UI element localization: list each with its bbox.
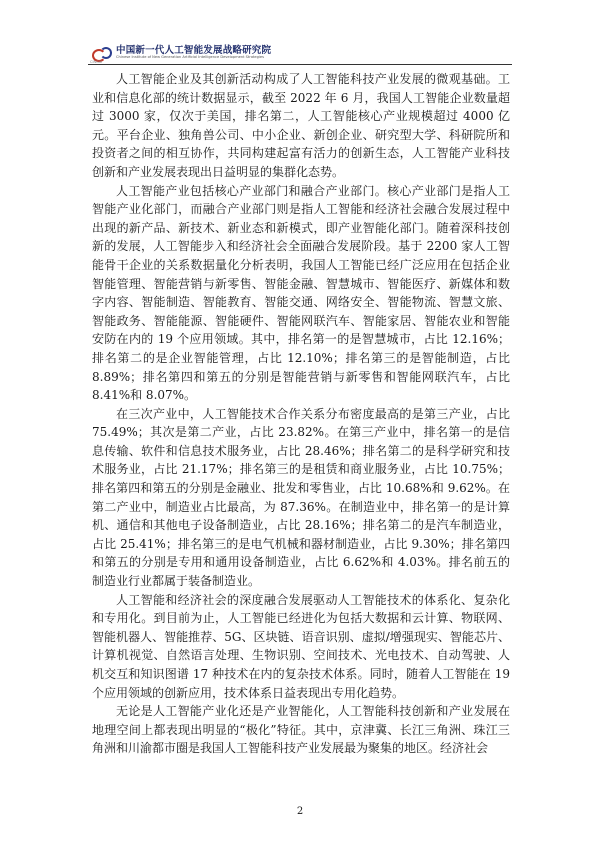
page-number: 2 [296, 806, 304, 817]
paragraph-2: 人工智能产业包括核心产业部门和融合产业部门。核心产业部门是指人工智能产业化部门，而融合产业部门则是指人工智能和经济社会融合发展过程中出现的新产品、新技术、新业态和新模式，即产业智能化部门。随着深科技创新的发展，人工智能步入和经济社会全面融合发展阶段。基于 2200 家人工智能骨干企业的关系数据量化分析表明，我国人工智能已经广泛应用在包括企业智能管理、智能营销与新零售、智能金融、智慧城市、智能医疗、新媒体和数字内容、智能制造、智能教育、智能交通、网络安全、智能物流、智慧文旅、智能政务、智能能源、智能硬件、智能网联汽车、智能家居、智能农业和智能安防在内的 19 个应用领域。其中，排名第一的是智慧城市，占比 12.16%；排名第二的是企业智能管理，占比 12.10%；排名第三的是智能制造，占比 8.89%；排名第四和第五的分别是智能营销与新零售和智能网联汽车，占比 8.41%和 8.07%。 [92, 183, 510, 403]
header-org-name: 中国新一代人工智能发展战略研究院 [116, 44, 272, 56]
header-divider [88, 64, 512, 65]
paragraph-5: 无论是人工智能产业化还是产业智能化，人工智能科技创新和产业发展在地理空间上都表现出明显的“极化”特征。其中，京津冀、长江三角洲、珠江三角洲和川渝都市圈是我国人工智能科技产业发展最为聚集的地区。经济社会 [92, 704, 510, 756]
header-org-name-en: Chinese Institute of New Generation Artificial Intelligence Development Strategies [116, 55, 265, 60]
page-header [92, 44, 271, 62]
paragraph-3: 在三次产业中，人工智能技术合作关系分布密度最高的是第三产业，占比 75.49%；其次是第二产业，占比 23.82%。在第三产业中，排名第一的是信息传输、软件和信息技术服务业，占比 28.46%；排名第二的是科学研究和技术服务业，占比 21.17%；排名第三的是租赁和商业服务业，占比 10.75%；排名第四和第五的分别是金融业、批发和零售业，占比 10.68%和 9.62%。在第二产业中，制造业占比最高，为 87.36%。在制造业中，排名第一的是计算机、通信和其他电子设备制造业，占比 28.16%；排名第二的是汽车制造业，占比 25.41%；排名第三的是电气机械和器材制造业，占比 9.30%；排名第四和第五的分别是专用和通用设备制造业，占比 6.62%和 4.03%。排名前五的制造业行业都属于装备制造业。 [92, 406, 510, 589]
logo-text: CINGAI [90, 60, 103, 64]
header-org-block [116, 46, 271, 60]
body-text [92, 70, 510, 758]
paragraph-1: 人工智能企业及其创新活动构成了人工智能科技产业发展的微观基础。工业和信息化部的统计数据显示，截至 2022 年 6 月，我国人工智能企业数量超过 3000 家，仅次于美国，排名第二，人工智能核心产业规模超过 4000 亿元。平台企业、独角兽公司、中小企业、新创企业、研究型大学、科研院所和投资者之间的相互协作，共同构建起富有活力的创新生态，人工智能产业科技创新和产业发展表现出日益明显的集群化态势。 [92, 72, 510, 179]
institute-logo-icon [92, 45, 112, 61]
paragraph-4: 人工智能和经济社会的深度融合发展驱动人工智能技术的体系化、复杂化和专用化。到目前为止，人工智能已经进化为包括大数据和云计算、物联网、智能机器人、智能推荐、5G、区块链、语音识别、虚拟/增强现实、智能芯片、计算机视觉、自然语言处理、生物识别、空间技术、光电技术、自动驾驶、人机交互和知识图谱 17 种技术在内的复杂技术体系。同时，随着人工智能在 19 个应用领域的创新应用，技术体系日益表现出专用化趋势。 [92, 592, 510, 700]
